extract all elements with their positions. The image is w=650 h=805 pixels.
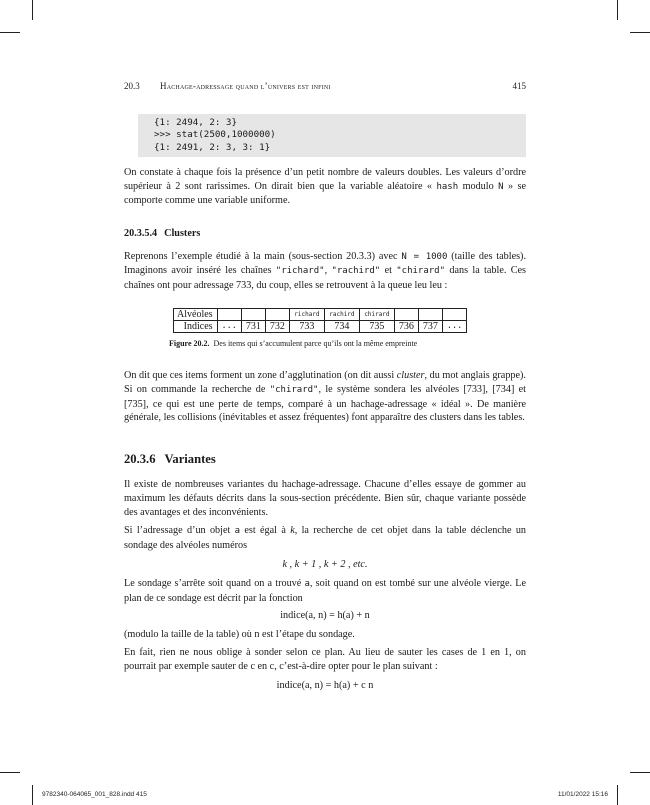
- table-cell: rachird: [324, 309, 359, 321]
- header-section-number: 20.3: [124, 81, 140, 91]
- formula: indice(a, n) = h(a) + n: [280, 610, 370, 622]
- table-cell: 731: [241, 321, 265, 333]
- table-cell: ...: [217, 321, 241, 333]
- paragraph: Reprenons l’exemple étudié à la main (sous-section 20.3.3) avec N = 1000 (taille des tables). Imaginons avoir inséré les chaînes "richard", "rachird" et "chirard" dans la table. Ces chaînes ont pour adressage 733, du coup, elles se retrouvent à la queue leu leu :: [124, 250, 527, 291]
- table-cell: 735: [359, 321, 394, 333]
- crop-mark: [630, 772, 650, 773]
- code-line: >>> stat(2500,1000000): [154, 129, 276, 141]
- table-cell: [217, 309, 241, 321]
- table-cell: 734: [324, 321, 359, 333]
- table-cell: 736: [394, 321, 418, 333]
- code-line: {1: 2494, 2: 3}: [154, 117, 237, 128]
- table-cell: [241, 309, 265, 321]
- footer-date: 11/01/2022 15:16: [557, 791, 608, 798]
- code-block: [138, 114, 526, 157]
- paragraph: Il existe de nombreuses variantes du hachage-adressage. Chacune d’elles essaye de gommer au maximum les défauts décrits dans la sous-section précédente. Bien sûr, chaque variante possède des avantages et des inconvénients.: [124, 479, 526, 518]
- table-cell: 732: [265, 321, 289, 333]
- table-cell: ...: [442, 321, 466, 333]
- table-row: [174, 309, 467, 321]
- table-cell: [394, 309, 418, 321]
- table-cell: Alvéoles: [174, 309, 218, 321]
- table-cell: [418, 309, 442, 321]
- crop-mark: [32, 0, 33, 20]
- crop-mark: [617, 785, 618, 805]
- table-row: [174, 321, 467, 333]
- figure-caption: Figure 20.2. Des items qui s’accumulent parce qu’ils ont la même empreinte: [169, 339, 418, 349]
- crop-mark: [0, 32, 20, 33]
- table-cell: chirard: [359, 309, 394, 321]
- table-cell: 733: [289, 321, 324, 333]
- table-cell: richard: [289, 309, 324, 321]
- footer-file-info: 9782340-064065_001_828.indd 415: [42, 791, 147, 798]
- paragraph: On dit que ces items forment un zone d’agglutination (on dit aussi cluster, du mot anglais grappe). Si on commande la recherche de "chirard", le système sondera les alvéoles [733], [734] et [735], ce qui est une perte de temps, comparé à un hachage-adressage « idéal ». De manière générale, les collisions (inévitables et assez fréquentes) font apparaître des clusters dans les tables.: [124, 370, 526, 424]
- paragraph: En fait, rien ne nous oblige à sonder selon ce plan. Au lieu de sauter les cases de 1 en 1, on pourrait par exemple sauter de c en c, c’est-à-dire opter pour le plan suivant :: [124, 647, 526, 672]
- crop-mark: [32, 785, 33, 805]
- subsection-heading-clusters: 20.3.5.4 Clusters: [124, 228, 201, 239]
- paragraph: On constate à chaque fois la présence d’un petit nombre de valeurs doubles. Les valeurs d’ordre supérieur à 2 sont rarissimes. On dirait bien que la variable aléatoire « hash modulo N » se comporte comme une variable uniforme.: [124, 167, 526, 207]
- code-line: {1: 2491, 2: 3, 3: 1}: [154, 141, 271, 153]
- table-cell: Indices: [174, 321, 218, 333]
- header-section-title: Hachage-adressage quand l’univers est infini: [160, 81, 331, 91]
- table-cell: 737: [418, 321, 442, 333]
- crop-mark: [0, 772, 20, 773]
- table-cell: [265, 309, 289, 321]
- page-body: [124, 114, 526, 697]
- paragraph: Le sondage s’arrête soit quand on a trouvé a, soit quand on est tombé sur une alvéole vierge. Le plan de ce sondage est décrit par la fonction: [124, 577, 526, 604]
- page-number: 415: [512, 81, 526, 91]
- crop-mark: [630, 32, 650, 33]
- formula: indice(a, n) = h(a) + c n: [276, 680, 374, 692]
- paragraph: Si l’adressage d’un objet a est égal à k, la recherche de cet objet dans la table déclenche un sondage des alvéoles numéros: [124, 525, 527, 551]
- crop-mark: [617, 0, 618, 20]
- formula: k , k + 1 , k + 2 , etc.: [282, 559, 368, 571]
- figure-table: [173, 308, 467, 333]
- section-heading-variantes: 20.3.6 Variantes: [124, 451, 216, 466]
- paragraph: (modulo la taille de la table) où n est l’étape du sondage.: [124, 628, 355, 640]
- table-cell: [442, 309, 466, 321]
